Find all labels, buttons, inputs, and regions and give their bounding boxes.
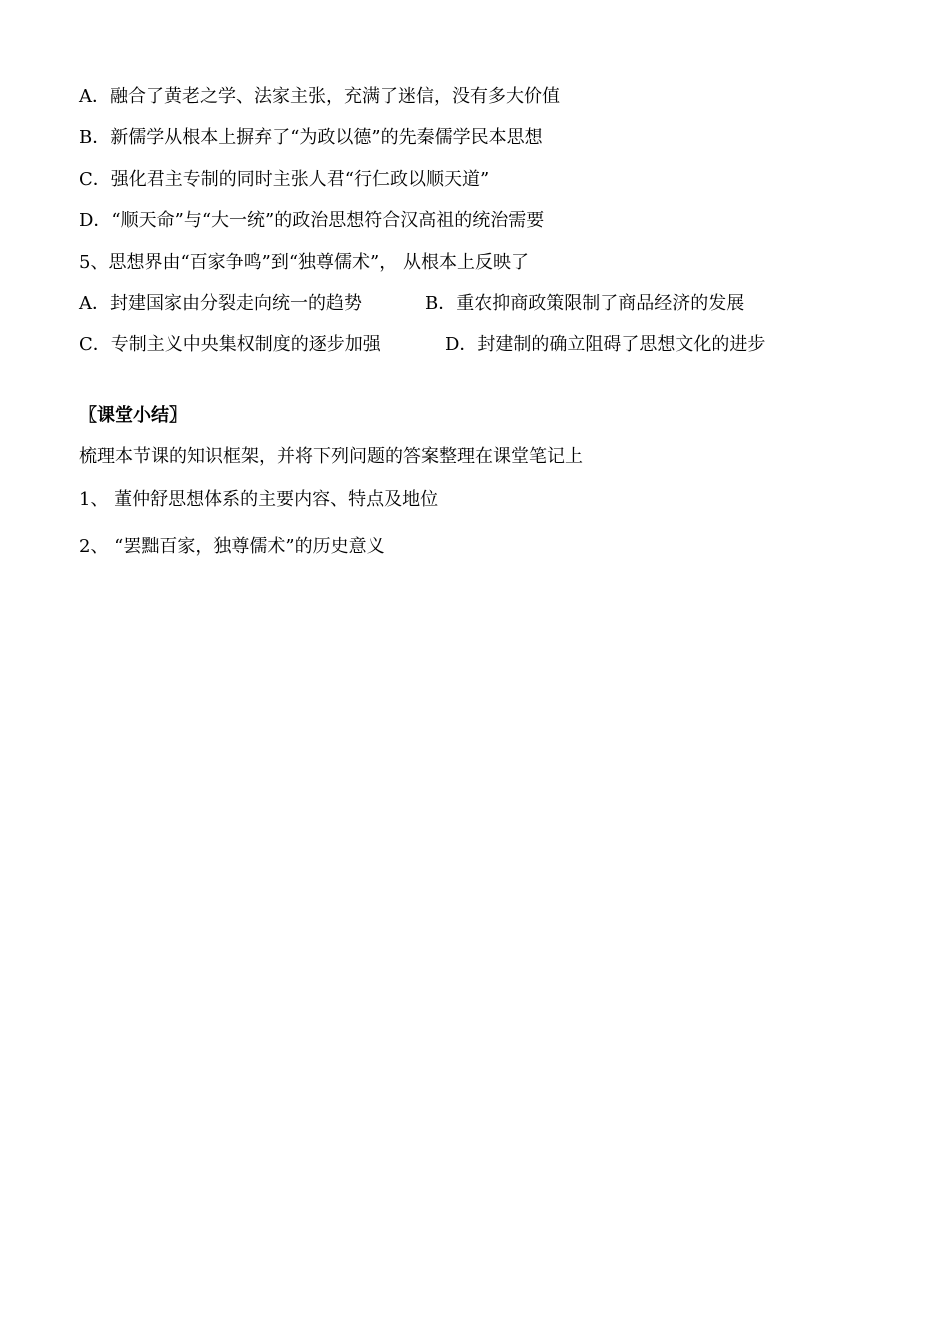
- summary-item: 2、 “罢黜百家，独尊儒术”的历史意义: [79, 536, 385, 557]
- q5-option-d: D．封建制的确立阻碍了思想文化的进步: [445, 334, 766, 355]
- q5-option-b: B．重农抑商政策限制了商品经济的发展: [425, 293, 745, 314]
- q4-option-c: C．强化君主专制的同时主张人君“行仁政以顺天道”: [79, 169, 490, 190]
- q5-options-row-2: [79, 334, 766, 356]
- q5-option-c: C．专制主义中央集权制度的逐步加强: [79, 334, 381, 355]
- q5-stem: 5、思想界由“百家争鸣”到“独尊儒术”， 从根本上反映了: [79, 252, 529, 273]
- summary-heading: 〖课堂小结〗: [79, 405, 187, 426]
- q4-option-d: D．“顺天命”与“大一统”的政治思想符合汉高祖的统治需要: [79, 210, 545, 231]
- q5-options-row-1: [79, 293, 745, 315]
- q4-option-b: B．新儒学从根本上摒弃了“为政以德”的先秦儒学民本思想: [79, 127, 543, 148]
- q5-option-a: A．封建国家由分裂走向统一的趋势: [79, 293, 362, 314]
- q4-option-a: A．融合了黄老之学、法家主张，充满了迷信，没有多大价值: [79, 86, 560, 107]
- summary-intro: 梳理本节课的知识框架，并将下列问题的答案整理在课堂笔记上: [79, 446, 583, 467]
- summary-item: 1、 董仲舒思想体系的主要内容、特点及地位: [79, 489, 439, 510]
